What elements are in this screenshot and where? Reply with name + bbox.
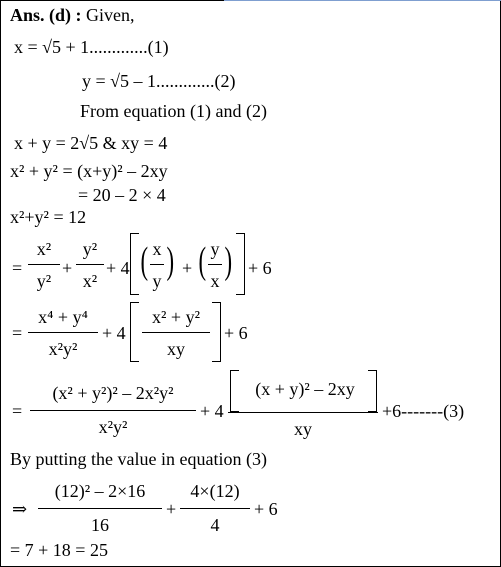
step3-left-bracket [230, 370, 239, 412]
step4-num2: 4×(12) [190, 481, 240, 501]
step1-right-bracket [236, 233, 245, 295]
step1-den1: y² [36, 271, 52, 291]
step3-bar2 [228, 412, 378, 413]
step4-den2: 4 [210, 515, 220, 535]
step1-plus: + [62, 258, 73, 278]
step1-tail: + 6 [248, 258, 272, 278]
step1-paren: ) [224, 240, 233, 282]
equation-2: y = √5 – 1.............(2) [82, 71, 236, 91]
final-result: = 7 + 18 = 25 [10, 540, 108, 560]
step2-right-bracket [212, 302, 221, 362]
step1-bar3 [150, 264, 164, 265]
step2-tail: + 6 [224, 323, 248, 343]
step1-num4: y [210, 239, 220, 259]
step1-bar2 [76, 264, 104, 265]
implies-arrow-icon: ⇒ [12, 499, 28, 519]
from-equation-text: From equation (1) and (2) [80, 101, 267, 121]
step4-tail: + 6 [254, 499, 278, 519]
step2-bar2 [142, 332, 210, 333]
step4-plus: + [166, 499, 177, 519]
step1-paren: ) [166, 240, 175, 282]
step2-four: + 4 [102, 323, 126, 343]
square-sum-result: x²+y² = 12 [10, 207, 87, 227]
step3-den2: xy [294, 419, 312, 439]
answer-label: Ans. (d) : [10, 5, 82, 25]
step1-num3: x [152, 239, 162, 259]
step4-bar1 [38, 508, 162, 509]
step1-bar1 [28, 264, 60, 265]
square-sum-value-line: = 20 – 2 × 4 [78, 185, 166, 205]
step4-bar2 [180, 508, 250, 509]
step2-left-bracket [130, 302, 139, 362]
step1-eq: = [12, 258, 23, 278]
step3-tail: +6-------(3) [382, 401, 465, 421]
step3-right-bracket [368, 370, 377, 412]
step2-num2: x² + y² [152, 307, 200, 327]
step3-eq: = [12, 401, 23, 421]
step2-num1: x⁴ + y⁴ [38, 307, 88, 327]
step1-bar4 [208, 264, 222, 265]
step1-den2: x² [82, 271, 98, 291]
step3-four: + 4 [200, 401, 224, 421]
square-sum-line: x² + y² = (x+y)² – 2xy [10, 161, 168, 181]
step1-inner-plus: + [182, 258, 193, 278]
step3-bar1 [30, 410, 196, 411]
step1-den3: y [152, 271, 162, 291]
step1-four: + 4 [106, 258, 130, 278]
sum-product-line: x + y = 2√5 & xy = 4 [14, 133, 168, 153]
top-border-accent [224, 0, 501, 1]
step2-den2: xy [167, 339, 185, 359]
step1-paren: ( [140, 240, 149, 282]
step4-num1: (12)² – 2×16 [54, 481, 146, 501]
step4-den1: 16 [91, 515, 109, 535]
putting-value-text: By putting the value in equation (3) [10, 449, 267, 469]
answer-header [10, 6, 135, 24]
step3-num1: (x² + y²)² – 2x²y² [52, 383, 174, 403]
step1-num2: y² [82, 239, 98, 259]
step1-den4: x [210, 271, 220, 291]
step2-den1: x²y² [48, 339, 78, 359]
equation-1: x = √5 + 1.............(1) [14, 37, 169, 57]
given-text: Given, [86, 5, 135, 25]
step1-num1: x² [36, 239, 52, 259]
step2-bar1 [28, 332, 98, 333]
step2-eq: = [12, 323, 23, 343]
step1-left-bracket [130, 233, 139, 295]
step1-paren: ( [198, 240, 207, 282]
step3-num2: (x + y)² – 2xy [255, 379, 355, 399]
step3-den1: x²y² [98, 417, 128, 437]
